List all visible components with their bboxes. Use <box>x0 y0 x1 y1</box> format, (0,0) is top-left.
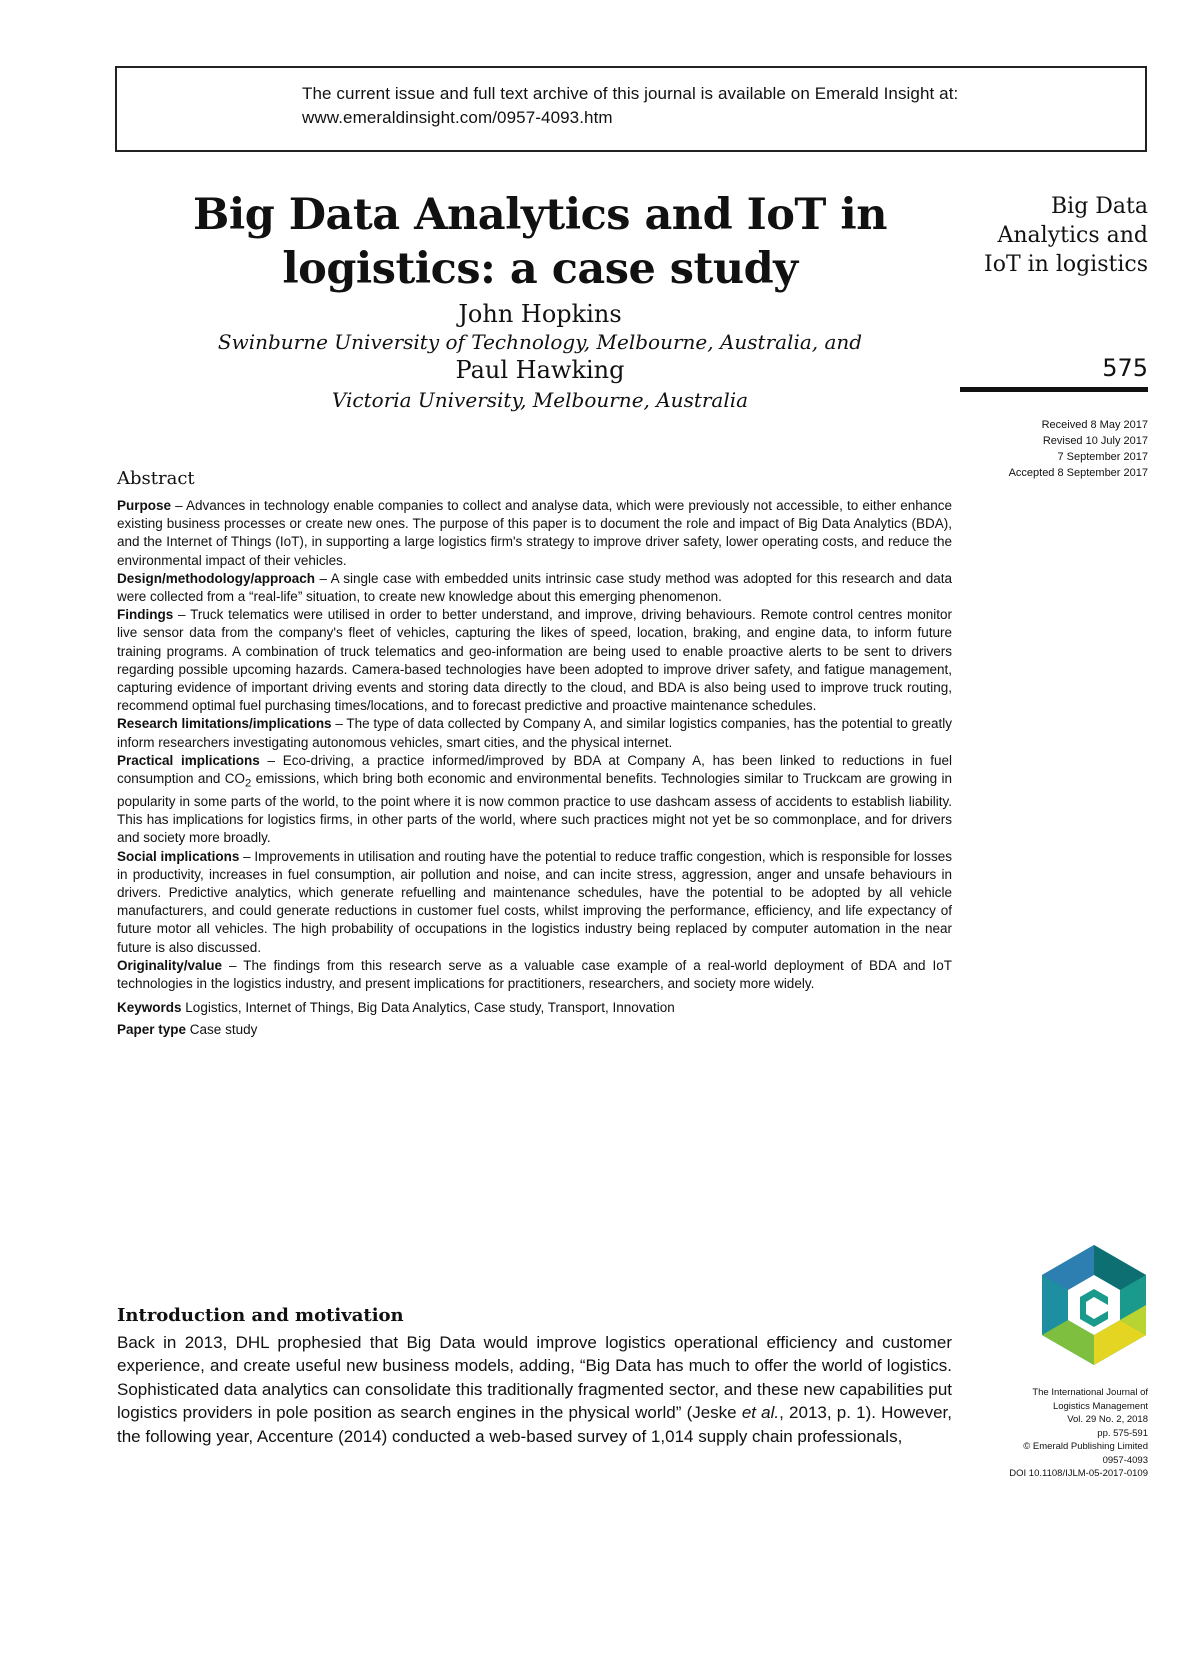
journal-pages: pp. 575-591 <box>1097 1427 1148 1439</box>
publisher: © Emerald Publishing Limited <box>1023 1441 1148 1452</box>
section-text: Improvements in utilisation and routing have the potential to reduce traffic congestion, which is responsible for losses in productivity, increases in fuel consumption, air pollution and noise, and can incite stress, aggression, anger and unsafe behaviours in drivers. Predictive analytics, which generate refuelling and maintenance schedules, have the potential to be adopted by all vehicle manufacturers, and could generate reductions in customer fuel costs, whilst improving the performance, efficiency, and life expectancy of future motor all vehicles. The high probability of occupations in the logistics industry being replaced by computer automation in the near future is also discussed. <box>117 848 952 955</box>
section-text: emissions, which bring both economic and environmental benefits. Technologies similar to Truckcam are growing in popularity in some parts of the world, to the point where it is now common practice to use dashcam assess of accidents to establish liability. This has implications for logistics firms, in other parts of the world, where such practices might not yet be so commonplace, and for drivers and society more broadly. <box>117 771 953 846</box>
issn: 0957-4093 <box>1102 1454 1148 1466</box>
date-revised: 7 September 2017 <box>1057 451 1148 463</box>
section-text: Advances in technology enable companies to collect and analyse data, which were previously not accessible, to either enhance existing business processes or create new ones. The purpose of this paper is to document the role and impact of Big Data Analytics (BDA), and the Internet of Things (IoT), in supporting a large logistics firm's strategy to improve driver safety, lower operating costs, and reduce the environmental impact of their vehicles. <box>117 498 952 568</box>
paper-type-label: Paper type <box>117 1022 187 1038</box>
abstract-section <box>117 715 952 751</box>
journal-name: The International Journal of <box>1032 1387 1148 1398</box>
running-title-line: IoT in logistics <box>984 252 1148 277</box>
running-title <box>908 192 1148 279</box>
doi-link[interactable]: DOI 10.1108/IJLM-05-2017-0109 <box>1009 1468 1148 1479</box>
section-label: Purpose <box>117 498 172 513</box>
author-name: John Hopkins <box>458 300 622 328</box>
section-heading: Introduction and motivation <box>117 1305 404 1326</box>
dash: – <box>222 957 244 973</box>
body-text-italic: et al. <box>741 1403 780 1422</box>
abstract-section <box>117 570 952 606</box>
section-label: Findings <box>117 607 174 623</box>
dash: – <box>239 848 255 864</box>
keywords <box>117 999 952 1017</box>
section-text: Truck telematics were utilised in order to better understand, and improve, driving behaviours. Remote control centres monitor live sensor data from the company's fleet of vehicles, capturing the likes of speed, location, braking, and engine data, to inform future training programs. A combination of truck telematics and geo-information are being used to enable proactive alerts to be sent to drivers regarding possible upcoming hazards. Camera-based technologies have been adopted to improve driver safety, and fatigue management, capturing evidence of important driving events and storing data directly to the cloud, and BDA is also being used to improve truck routing, recommend optimal fuel purchasing times/locations, and to forecast predictive and proactive maintenance schedules. <box>117 607 952 714</box>
section-label: Design/methodology/approach <box>117 570 316 586</box>
paper-title-line-2: logistics: a case study <box>282 244 798 294</box>
dash: – <box>315 570 331 586</box>
keywords-label: Keywords <box>117 1000 182 1016</box>
abstract-section <box>117 957 952 993</box>
section-text: The findings from this research serve as a valuable case example of a real-world deployment of BDA and IoT technologies in the logistics industry, and present implications for practitioners, researchers, and society more widely. <box>117 957 953 991</box>
emerald-logo-icon <box>1042 1245 1146 1365</box>
abstract-section <box>117 752 952 848</box>
abstract-heading: Abstract <box>117 468 195 489</box>
journal-name: Logistics Management <box>1052 1400 1148 1412</box>
archive-notice-text: The current issue and full text archive of this journal is available on Emerald Insight at: <box>302 84 959 103</box>
date-revised: Revised 10 July 2017 <box>1042 435 1148 447</box>
journal-info <box>928 1386 1148 1481</box>
body-text: Back in 2013, DHL prophesied that Big Data would improve logistics operational efficiency and customer experience, and create useful new business models, adding, “Big Data has much to offer the world of logistics. Sophisticated data analytics can consolidate this traditionally fragmented sector, and these new capabilities put logistics providers in pole position as search engines in the physical world” (Jeske <box>117 1332 952 1422</box>
page-number: 575 <box>1102 354 1148 382</box>
body-text: , 2013, p. 1). However, the following year, Accenture (2014) conducted a web-based survey of 1,014 supply chain professionals, <box>117 1403 952 1446</box>
paper-type <box>117 1021 952 1039</box>
archive-url-link[interactable]: www.emeraldinsight.com/0957-4093.htm <box>302 108 613 127</box>
paper-title <box>150 188 930 296</box>
date-received: Received 8 May 2017 <box>1041 419 1148 431</box>
subscript: 2 <box>245 777 252 790</box>
archive-notice-box <box>115 66 1147 152</box>
section-label: Originality/value <box>117 957 223 973</box>
section-text: A single case with embedded units intrinsic case study method was adopted for this research and data were collected from a “real-life” situation, to create new knowledge about this emerging phenomenon. <box>117 570 953 605</box>
section-label: Practical implications <box>117 752 260 768</box>
abstract-section <box>117 606 952 715</box>
introduction-section <box>117 1304 952 1448</box>
running-title-line: Big Data <box>1051 194 1148 219</box>
running-title-line: Analytics and <box>997 223 1148 248</box>
section-text: Eco-driving, a practice informed/improved by BDA at Company A, has been linked to reductions in fuel consumption and CO <box>117 752 952 787</box>
paper-title-line-1: Big Data Analytics and IoT in <box>193 190 887 240</box>
keywords-text: Logistics, Internet of Things, Big Data Analytics, Case study, Transport, Innovation <box>185 1000 675 1016</box>
paper-type-text: Case study <box>189 1022 258 1038</box>
author-affiliation: Swinburne University of Technology, Melbourne, Australia, and <box>217 330 863 354</box>
author-name: Paul Hawking <box>455 356 625 384</box>
dash: – <box>171 498 186 513</box>
abstract <box>117 468 952 1040</box>
side-rule-divider <box>960 387 1148 392</box>
dash: – <box>259 752 283 768</box>
section-label: Social implications <box>117 848 240 864</box>
abstract-section <box>117 497 952 570</box>
journal-volume: Vol. 29 No. 2, 2018 <box>1067 1414 1148 1425</box>
body-paragraph <box>117 1331 952 1449</box>
date-accepted: Accepted 8 September 2017 <box>1008 467 1148 479</box>
section-text: The type of data collected by Company A, and similar logistics companies, has the potential to greatly inform researchers investigating autonomous vehicles, smart cities, and the physical internet. <box>117 716 953 750</box>
section-label: Research limitations/implications <box>117 716 332 732</box>
dash: – <box>173 607 191 623</box>
author-affiliation: Victoria University, Melbourne, Australia <box>331 388 749 412</box>
dash: – <box>331 716 347 732</box>
abstract-section <box>117 848 952 957</box>
